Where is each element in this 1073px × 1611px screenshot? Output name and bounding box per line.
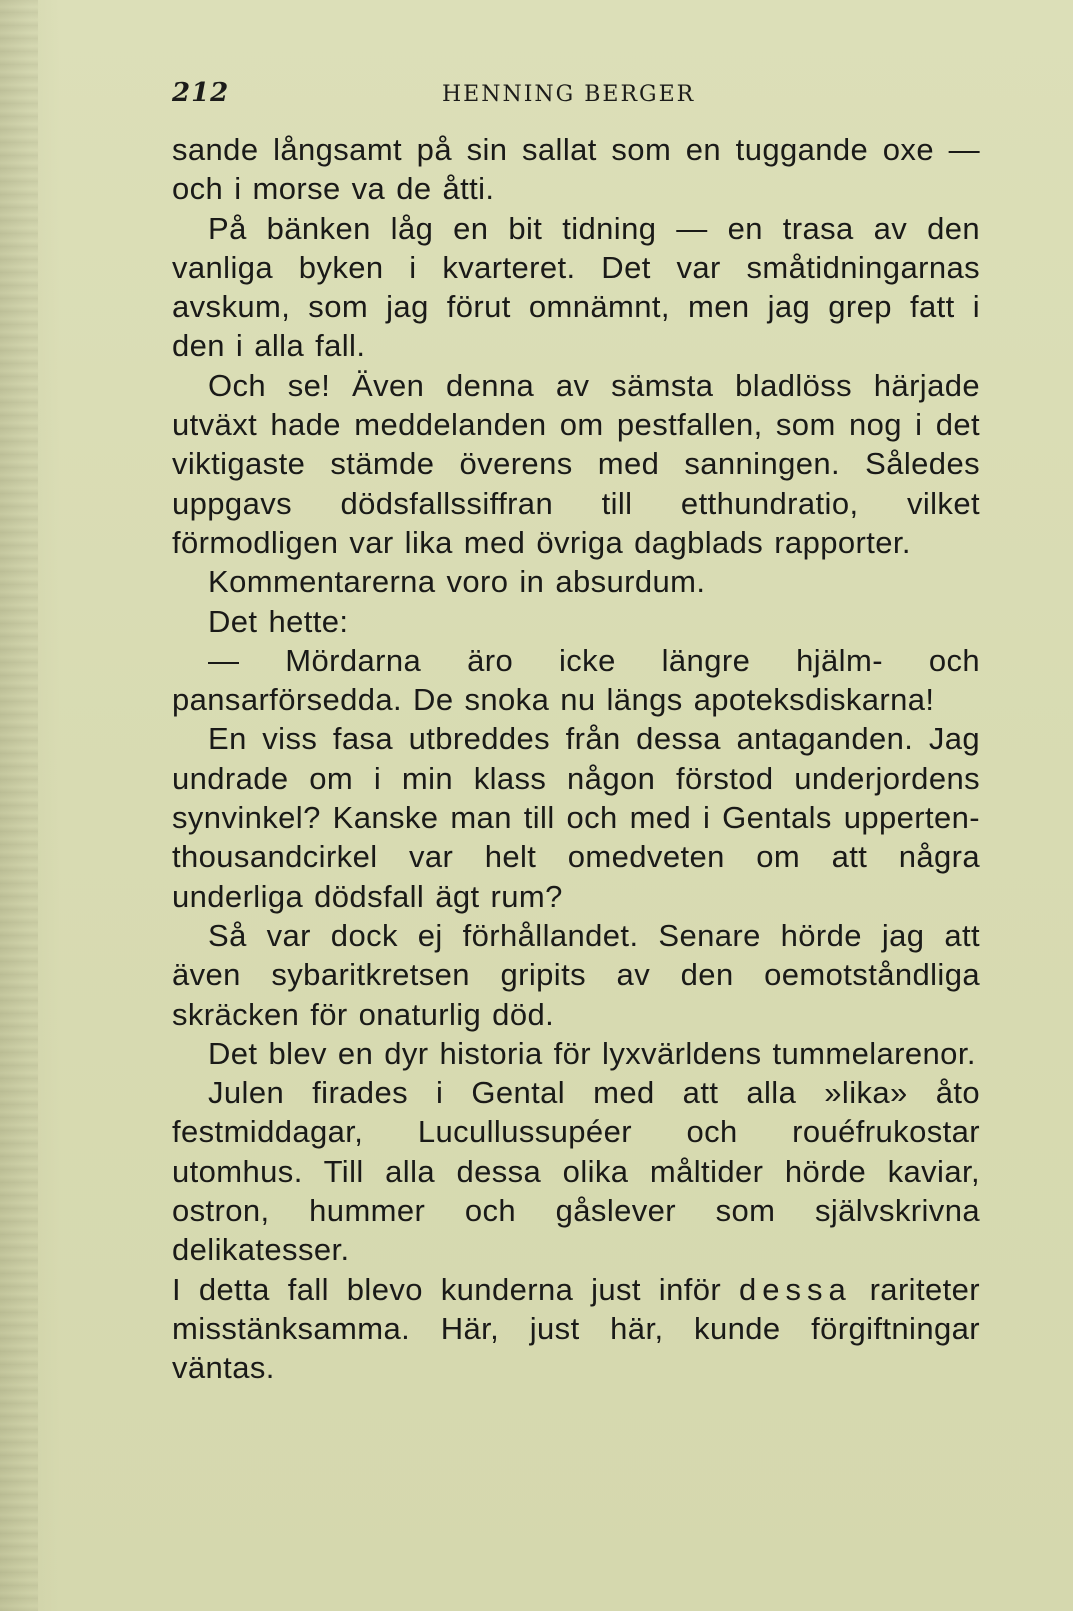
body-text — [172, 130, 980, 1388]
paragraph: Det hette: — [208, 603, 349, 639]
paragraph: Så var dock ej förhållandet. Senare hörde jag att även sybaritkretsen gripits av den oemotståndliga skräcken för onaturlig död. — [172, 917, 980, 1032]
paragraph-text-after: rariteter misstänksamma. Här, just här, kunde förgiftningar väntas. — [172, 1271, 980, 1386]
paragraph: Och se! Även denna av sämsta bladlöss härjade utväxt hade meddelanden om pestfallen, som nog i det viktigaste stämde överens med sanningen. Således uppgavs dödsfallssiffran till etthundratio, vilket förmodligen var lika med övriga dagblads rapporter. — [172, 367, 980, 560]
paragraph-text-before: I detta fall blevo kunderna just inför — [172, 1271, 739, 1307]
paragraph: Det blev en dyr historia för lyxvärldens tummelarenor. — [208, 1035, 976, 1071]
paragraph: På bänken låg en bit tidning — en trasa av den vanliga byken i kvarteret. Det var småtidningarnas avskum, som jag förut omnämnt, men jag grep fatt i den i alla fall. — [172, 210, 980, 364]
paragraph: sande långsamt på sin sallat som en tuggande oxe — och i morse va de åtti. — [172, 132, 980, 207]
running-head: HENNING BERGER — [442, 82, 696, 107]
page-header — [172, 78, 972, 118]
paragraph — [172, 1270, 980, 1388]
paragraph: — Mördarna äro icke längre hjälm- och pansarförsedda. De snoka nu längs apoteksdiskarna! — [172, 642, 980, 718]
paragraph: Kommentarerna voro in absurdum. — [208, 564, 706, 600]
paragraph: Julen firades i Gental med att alla »lika» åto festmiddagar, Lucullussupéer och rouéfrukostar utomhus. Till alla dessa olika måltider hörde kaviar, ostron, hummer och gåslever som självskrivna delikatesser. — [172, 1075, 980, 1268]
page-number: 212 — [172, 78, 230, 108]
page-gutter-edge — [0, 0, 38, 1611]
paragraph: En viss fasa utbreddes från dessa antaganden. Jag undrade om i min klass någon förstod underjordens synvinkel? Kanske man till och med i Gentals upperten-thousandcirkel var helt omedveten om att några underliga dödsfall ägt rum? — [172, 721, 980, 914]
emphasized-word: dessa — [738, 1271, 852, 1307]
